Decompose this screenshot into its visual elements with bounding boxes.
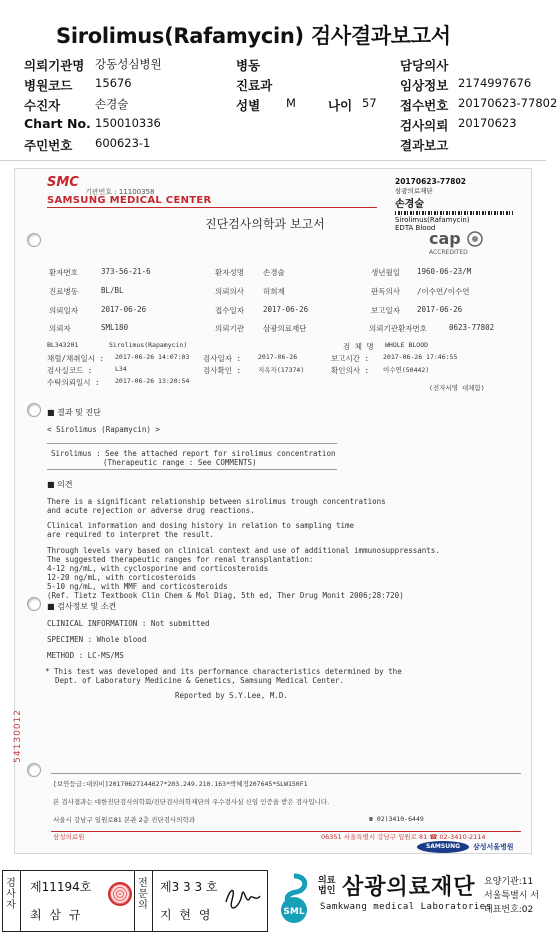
field-value: 2017-06-26 bbox=[101, 305, 147, 314]
certification-line: 본 검사결과는 대한진단검사의학회/진단검사의학재단의 우수검사실 신임 인증을 받은 검사입니다. bbox=[53, 798, 330, 806]
examiner-license: 제11194호 bbox=[30, 880, 92, 894]
comment-line: The suggested therapeutic ranges for renal transplantation: bbox=[47, 555, 314, 564]
field-label: 의뢰자 bbox=[49, 324, 71, 333]
field-value: 삼광의료재단 bbox=[263, 324, 307, 333]
corp-name: 삼광의료재단 bbox=[342, 875, 476, 900]
side-serial-number: 54130012 bbox=[13, 709, 23, 763]
field-label: 검사확인 : bbox=[203, 366, 242, 375]
cap-logo bbox=[427, 229, 487, 249]
specimen-label bbox=[395, 177, 513, 232]
field-value: SML180 bbox=[101, 323, 129, 332]
specialist-name: 지 현 영 bbox=[160, 908, 213, 922]
divider bbox=[20, 870, 21, 932]
result-line: (Therapeutic range : See COMMENTS) bbox=[103, 458, 257, 467]
header-row bbox=[0, 94, 557, 114]
hospital-name: SAMSUNG MEDICAL CENTER bbox=[47, 195, 212, 206]
field-value: 600623-1 bbox=[95, 136, 151, 150]
e-signature-note: (전자서명 대체함) bbox=[429, 384, 485, 392]
phone-number: ☎ 02)3410-6449 bbox=[369, 815, 424, 823]
accession-number: 20170623-77802 bbox=[395, 177, 466, 186]
field-label: 보고일자 bbox=[371, 306, 400, 315]
field-label: 보고시간 : bbox=[331, 354, 370, 363]
field-value: M bbox=[286, 96, 296, 110]
test-name: Sirolimus(Rapamycin) bbox=[109, 341, 188, 349]
field-label: 나이 bbox=[328, 98, 353, 113]
label-patient: 손경술 bbox=[395, 199, 424, 210]
field-label: 판독의사 bbox=[371, 287, 400, 296]
field-label: 수탁의뢰일시 : bbox=[47, 378, 100, 387]
cap-accredited-label: ACCREDITED bbox=[429, 249, 468, 256]
signature-bar bbox=[0, 868, 546, 935]
label-hospital: 삼광의료재단 bbox=[395, 187, 433, 195]
sml-logo-text: SML bbox=[283, 907, 305, 917]
specimen-label: 검 체 명 bbox=[343, 342, 374, 351]
field-label: 환자성명 bbox=[215, 268, 244, 277]
binder-hole-icon bbox=[27, 233, 41, 247]
smc-logo: SMC bbox=[47, 175, 79, 190]
field-value: /이수연/이수연 bbox=[417, 287, 470, 296]
samsung-hospital-label: 삼성서울병원 bbox=[473, 843, 514, 851]
seal-stamp-icon bbox=[108, 882, 132, 906]
corp-english-name: Samkwang medical Laboratories bbox=[320, 902, 492, 912]
comment-line: 4-12 ng/mL, with cyclosporine and corticosteroids bbox=[47, 564, 269, 573]
footer-left: 삼성의료원 bbox=[53, 833, 85, 841]
field-label: 검사일자 : bbox=[203, 354, 242, 363]
handwritten-signature-icon bbox=[222, 882, 262, 912]
comment-line: and acute rejection or adverse drug reactions. bbox=[47, 506, 255, 515]
field-label: 의뢰기관 bbox=[215, 324, 244, 333]
field-value: 2017-06-26 17:46:55 bbox=[383, 353, 458, 361]
comment-line: (Ref. Tietz Textbook Clin Chem & Mol Diag, 5th ed, Ther Drug Monit 2006;28:720) bbox=[47, 591, 404, 600]
field-value: 0623-77802 bbox=[449, 323, 495, 332]
field-label: 병원코드 bbox=[24, 78, 73, 93]
field-value: 2017-06-26 14:07:03 bbox=[115, 353, 190, 361]
registration-number: 기관번호 : 11100358 bbox=[85, 188, 155, 196]
svg-text:cap: cap bbox=[429, 229, 461, 248]
disclaimer-line: Dept. of Laboratory Medicine & Genetics, Samsung Medical Center. bbox=[55, 676, 344, 685]
header-row bbox=[0, 74, 546, 94]
field-label: 주민번호 bbox=[24, 138, 73, 153]
footer-address: 06351 서울특별시 강남구 일원로 81 ☎ 02-3410-2114 bbox=[321, 833, 486, 841]
header-row bbox=[0, 134, 546, 154]
section-title: ■ 결과 및 진단 bbox=[47, 408, 101, 417]
report-title: Sirolimus(Rafamycin) 검사결과보고서 bbox=[56, 24, 451, 48]
comment-line: Clinical information and dosing history in relation to sampling time bbox=[47, 521, 355, 530]
info-line: METHOD : LC-MS/MS bbox=[47, 651, 124, 660]
examiner-label: 검사자 bbox=[6, 878, 16, 911]
section-title: ■ 의견 bbox=[47, 480, 73, 489]
field-label: 의뢰기관명 bbox=[24, 58, 85, 73]
field-label: Chart No. bbox=[24, 116, 91, 131]
reported-by: Reported by S.Y.Lee, M.D. bbox=[175, 691, 288, 700]
field-label: 채혈/채취일시 : bbox=[47, 354, 105, 363]
institution-phone: 대표번호:02 bbox=[484, 905, 534, 915]
label-specimen: EDTA Blood bbox=[395, 224, 436, 232]
field-label: 접수일자 bbox=[215, 306, 244, 315]
comment-line: Through levels vary based on clinical context and use of additional immunosuppressants. bbox=[47, 546, 440, 555]
field-value: 150010336 bbox=[95, 116, 161, 130]
divider bbox=[47, 443, 337, 444]
field-label: 수진자 bbox=[24, 98, 61, 113]
field-value: 57 bbox=[362, 96, 377, 110]
field-label: 결과보고 bbox=[400, 138, 449, 153]
scanned-report bbox=[14, 168, 532, 854]
field-label: 의뢰일자 bbox=[49, 306, 78, 315]
section-title: ■ 검사정보 및 소견 bbox=[47, 602, 117, 611]
divider bbox=[51, 773, 521, 774]
field-label: 접수번호 bbox=[400, 98, 449, 113]
header-row bbox=[0, 54, 546, 74]
sml-logo bbox=[274, 874, 314, 924]
field-label: 생년월일 bbox=[371, 268, 400, 277]
divider bbox=[47, 469, 337, 470]
field-value: 20170623 bbox=[458, 116, 517, 130]
field-value: 지옥자(17374) bbox=[258, 366, 305, 374]
field-label: 검사의뢰 bbox=[400, 118, 449, 133]
scan-title: 진단검사의학과 보고서 bbox=[205, 217, 325, 231]
field-value: 손경술 bbox=[95, 97, 129, 111]
field-label: 의뢰기관환자번호 bbox=[369, 324, 427, 333]
field-value: 2017-06-26 bbox=[263, 305, 309, 314]
address-line: 서울시 강남구 일원로81 본관 2층 진단검사의학과 bbox=[53, 816, 196, 824]
divider bbox=[0, 160, 546, 161]
field-label: 환자번호 bbox=[49, 268, 78, 277]
label-test: Sirolimus(Rafamycin) bbox=[395, 216, 470, 224]
field-label: 의뢰의사 bbox=[215, 287, 244, 296]
header-row bbox=[0, 114, 546, 134]
comment-line: are required to interpret the result. bbox=[47, 530, 215, 539]
institution-address: 서울특별시 서 bbox=[484, 891, 540, 901]
field-value: 20170623-77802 bbox=[458, 96, 557, 110]
field-label: 성별 bbox=[236, 98, 261, 113]
field-value: 강동성심병원 bbox=[95, 57, 162, 71]
field-value: 이수연(50442) bbox=[383, 366, 430, 374]
field-value: 허희재 bbox=[263, 287, 285, 296]
examiner-name: 최 삼 규 bbox=[30, 908, 83, 922]
field-value: 2174997676 bbox=[458, 76, 532, 90]
field-label: 임상정보 bbox=[400, 78, 449, 93]
comment-line: 5-10 ng/mL, with MMF and corticosteroids bbox=[47, 582, 228, 591]
specialist-label: 전문의 bbox=[138, 878, 148, 911]
barcode bbox=[395, 211, 513, 215]
corp-prefix: 의료 법인 bbox=[318, 876, 336, 896]
specimen-value: WHOLE BLOOD bbox=[385, 341, 429, 349]
field-label: 담당의사 bbox=[400, 58, 449, 73]
disclaimer-line: * This test was developed and its performance characteristics determined by the bbox=[45, 667, 402, 676]
field-value: BL/BL bbox=[101, 286, 124, 295]
divider bbox=[47, 207, 377, 208]
binder-hole-icon bbox=[27, 597, 41, 611]
field-value: 2017-06-26 bbox=[258, 353, 298, 361]
security-line: [보안등급:대외비]20170627144627*203.249.210.163*박혜정207645*SLW150F1 bbox=[53, 780, 308, 788]
field-value: 1960-06-23/M bbox=[417, 267, 472, 276]
section-subtitle: < Sirolimus (Rapamycin) > bbox=[47, 425, 160, 434]
field-label: 검사실코드 : bbox=[47, 366, 93, 375]
divider bbox=[152, 870, 153, 932]
field-value: L34 bbox=[115, 365, 127, 373]
info-line: CLINICAL INFORMATION : Not submitted bbox=[47, 619, 210, 628]
field-label: 진료병동 bbox=[49, 287, 78, 296]
field-value: 2017-06-26 bbox=[417, 305, 463, 314]
binder-hole-icon bbox=[27, 763, 41, 777]
institution-code: 요양기관:11 bbox=[484, 877, 534, 887]
result-line: Sirolimus : See the attached report for sirolimus concentration bbox=[51, 449, 336, 458]
test-code: BL343201 bbox=[47, 341, 79, 349]
field-value: 손경술 bbox=[263, 268, 285, 277]
field-label: 병동 bbox=[236, 58, 261, 73]
field-value: 15676 bbox=[95, 76, 132, 90]
info-line: SPECIMEN : Whole blood bbox=[47, 635, 147, 644]
field-label: 진료과 bbox=[236, 78, 273, 93]
field-value: 373-56-21-6 bbox=[101, 267, 151, 276]
comment-line: 12-20 ng/mL, with corticosteroids bbox=[47, 573, 197, 582]
samsung-logo: SAMSUNG bbox=[417, 841, 469, 853]
field-value: 2017-06-26 13:20:54 bbox=[115, 377, 190, 385]
binder-hole-icon bbox=[27, 403, 41, 417]
field-label: 확인의사 : bbox=[331, 366, 370, 375]
specialist-license: 제3 3 3 호 bbox=[160, 880, 218, 894]
comment-line: There is a significant relationship between sirolimus trough concentrations bbox=[47, 497, 386, 506]
